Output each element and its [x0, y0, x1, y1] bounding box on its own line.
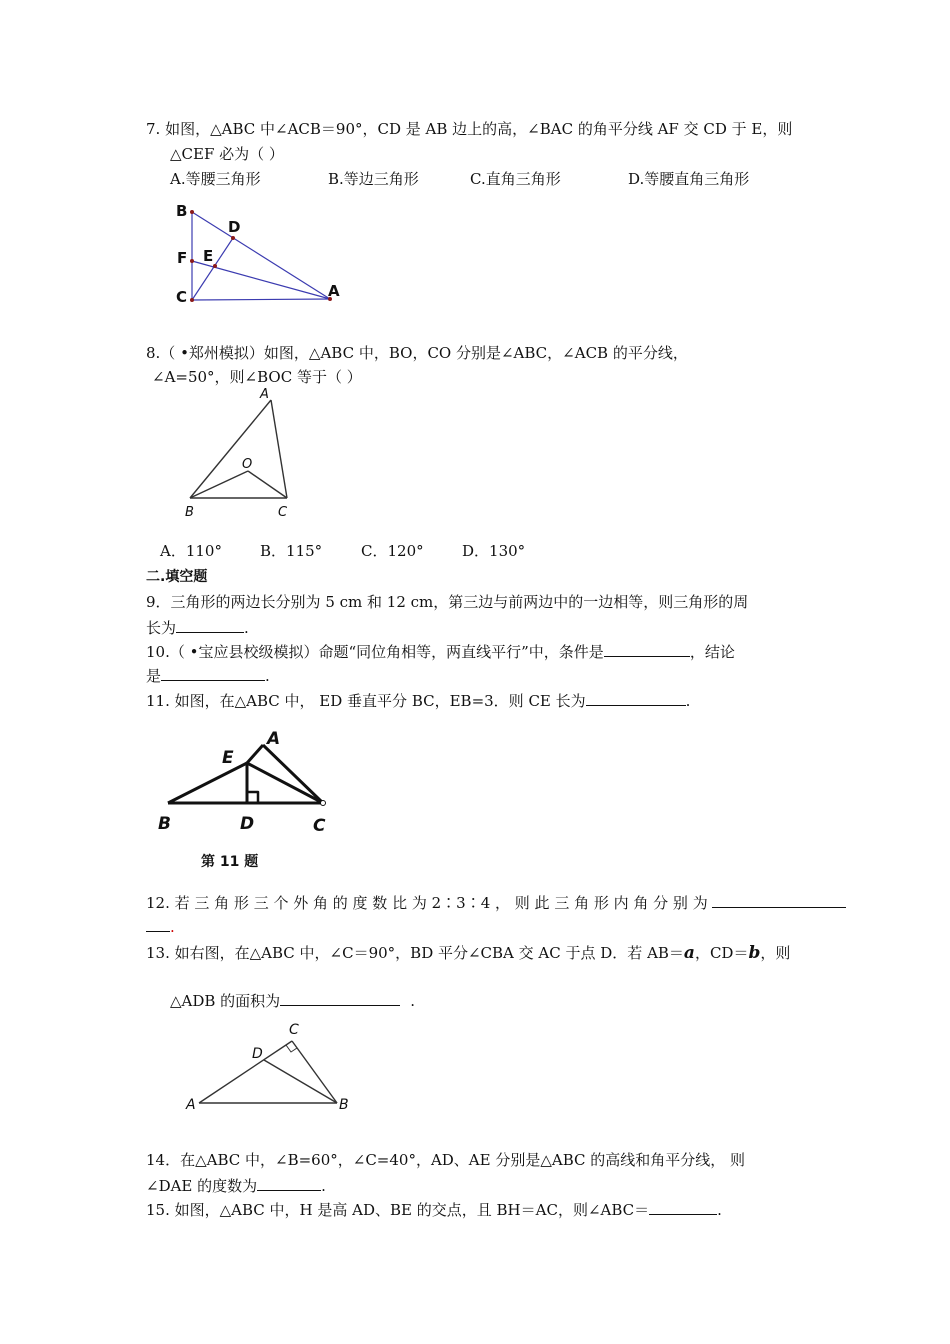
q11-suffix: .: [685, 692, 691, 710]
q11-answer-blank[interactable]: [586, 690, 686, 706]
q10-line2-prefix: 是: [146, 667, 162, 685]
q9-line2: [146, 617, 249, 638]
q8-label-b: B: [185, 505, 194, 520]
q8-segment-ac: [271, 400, 287, 498]
q14-answer-blank[interactable]: [257, 1175, 321, 1191]
q7-option-a: A.等腰三角形: [170, 170, 261, 188]
q14-line2: [146, 1175, 326, 1196]
q7-option-d: D.等腰直角三角形: [628, 170, 750, 188]
q12-answer-blank-continued[interactable]: [146, 916, 170, 932]
q11-segment-ac: [263, 745, 323, 803]
q10-line1: [146, 641, 735, 662]
q8-option-b: B．115°: [260, 542, 323, 560]
q8-option-a: A．110°: [160, 542, 222, 560]
q15-line1: [146, 1199, 722, 1220]
q12-text: 12. 若 三 角 形 三 个 外 角 的 度 数 比 为 2∶3∶4 ， 则 此 三 角 形 内 角 分 别 为: [146, 894, 708, 912]
q7-point-c: [190, 298, 194, 302]
q7-segment-ca: [192, 299, 330, 300]
q14-suffix: .: [321, 1177, 326, 1195]
q13-label-b: B: [339, 1097, 349, 1113]
q11-label-a: A: [267, 729, 281, 749]
q15-answer-blank[interactable]: [649, 1199, 717, 1215]
q13-line1: [146, 943, 790, 963]
q15-text: 15. 如图，△ABC 中，H 是高 AD、BE 的交点，且 BH＝AC，则∠ABC＝: [146, 1201, 650, 1219]
q13-answer-blank[interactable]: [280, 990, 400, 1006]
q13-segment-cb: [292, 1041, 337, 1103]
q7-line2: △CEF 必为（ ）: [170, 145, 284, 163]
q10-line2: [146, 665, 270, 686]
q11-right-angle-mark: [247, 792, 258, 803]
q8-segment-oc: [248, 471, 287, 498]
q11-line1: [146, 690, 690, 711]
q7-line1: 7. 如图，△ABC 中∠ACB＝90°，CD 是 AB 边上的高，∠BAC 的角平分线 AF 交 CD 于 E，则: [146, 120, 793, 138]
q10-line1-prefix: 10.（ •宝应县校级模拟）命题“同位角相等，两直线平行”中，条件是: [146, 643, 604, 661]
q7-point-d: [231, 236, 235, 240]
q13-figure: [180, 1016, 355, 1116]
q15-suffix: .: [717, 1201, 722, 1219]
q11-caption: 第 11 题: [201, 854, 259, 870]
q7-label-c: C: [176, 288, 188, 306]
q14-line2-prefix: ∠DAE 的度数为: [146, 1177, 258, 1195]
q8-label-o: O: [242, 457, 253, 472]
q8-option-c: C．120°: [361, 542, 424, 560]
q7-label-f: F: [177, 249, 188, 267]
q8-line2: ∠A=50°，则∠BOC 等于（ ）: [152, 368, 362, 386]
q13-text-c: ，则: [760, 944, 791, 962]
q8-option-d: D．130°: [462, 542, 526, 560]
q7-label-a: A: [328, 282, 340, 300]
q7-label-b: B: [176, 202, 188, 220]
q9-line1: 9．三角形的两边长分别为 5 cm 和 12 cm，第三边与前两边中的一边相等，则三角形的周: [146, 593, 749, 611]
q13-label-a: A: [186, 1097, 196, 1113]
q13-line2: [170, 990, 415, 1011]
q8-line1: 8.（ •郑州模拟）如图，△ABC 中，BO，CO 分别是∠ABC，∠ACB 的平分线，: [146, 344, 688, 362]
q11-text: 11. 如图，在△ABC 中， ED 垂直平分 BC，EB=3．则 CE 长为: [146, 692, 586, 710]
q7-label-d: D: [228, 218, 241, 236]
q7-point-e: [213, 264, 217, 268]
q10-condition-blank[interactable]: [604, 641, 690, 657]
q7-options: [170, 169, 749, 189]
q10-conclusion-blank[interactable]: [161, 665, 265, 681]
q9-answer-blank[interactable]: [176, 617, 244, 633]
q13-line2-prefix: △ADB 的面积为: [170, 992, 281, 1010]
q14-line1: 14．在△ABC 中，∠B=60°，∠C=40°，AD、AE 分别是△ABC 的高线和角平分线， 则: [146, 1151, 746, 1169]
q13-label-d: D: [252, 1046, 263, 1062]
q13-suffix: .: [410, 992, 415, 1010]
q7-figure: [170, 198, 350, 308]
q10-line1-suffix: ，结论: [689, 643, 735, 661]
q13-segment-db: [264, 1060, 337, 1103]
q7-option-c: C.直角三角形: [470, 170, 561, 188]
q11-segment-ea: [247, 745, 263, 763]
q11-point-c: [321, 801, 326, 806]
q11-segment-be: [168, 763, 247, 803]
q8-label-c: C: [278, 505, 288, 520]
q8-segment-ba: [190, 400, 271, 498]
q11-figure: [150, 722, 340, 842]
q12-answer-blank[interactable]: [712, 892, 846, 908]
q9-line2-prefix: 长为: [146, 619, 177, 637]
q13-text-a: 13. 如右图，在△ABC 中，∠C＝90°，BD 平分∠CBA 交 AC 于点 D．若 AB＝: [146, 944, 684, 962]
q8-figure: [180, 386, 300, 522]
q11-label-c: C: [313, 816, 326, 836]
q12-suffix: .: [170, 918, 175, 936]
q9-line2-suffix: .: [244, 619, 249, 637]
q7-point-b: [190, 210, 194, 214]
q8-segment-bo: [190, 471, 248, 498]
q13-text-b: ，CD＝: [694, 944, 749, 962]
q13-var-b: b: [748, 943, 761, 963]
q10-line2-suffix: .: [265, 667, 270, 685]
q13-segment-ac: [199, 1041, 292, 1103]
q12-line1: [146, 892, 846, 913]
q11-label-e: E: [222, 748, 234, 768]
q11-label-b: B: [158, 814, 171, 834]
q12-line2: [146, 916, 175, 937]
q13-label-c: C: [289, 1022, 299, 1038]
q7-label-e: E: [203, 247, 214, 265]
section-title-fill-in: 二.填空题: [146, 569, 208, 585]
q7-option-b: B.等边三角形: [328, 170, 419, 188]
q13-var-a: a: [683, 943, 695, 963]
q7-point-f: [190, 259, 194, 263]
q11-label-d: D: [240, 814, 255, 834]
q8-options: [160, 541, 525, 561]
q8-label-a: A: [260, 387, 269, 402]
q7-segment-fa: [192, 261, 330, 299]
